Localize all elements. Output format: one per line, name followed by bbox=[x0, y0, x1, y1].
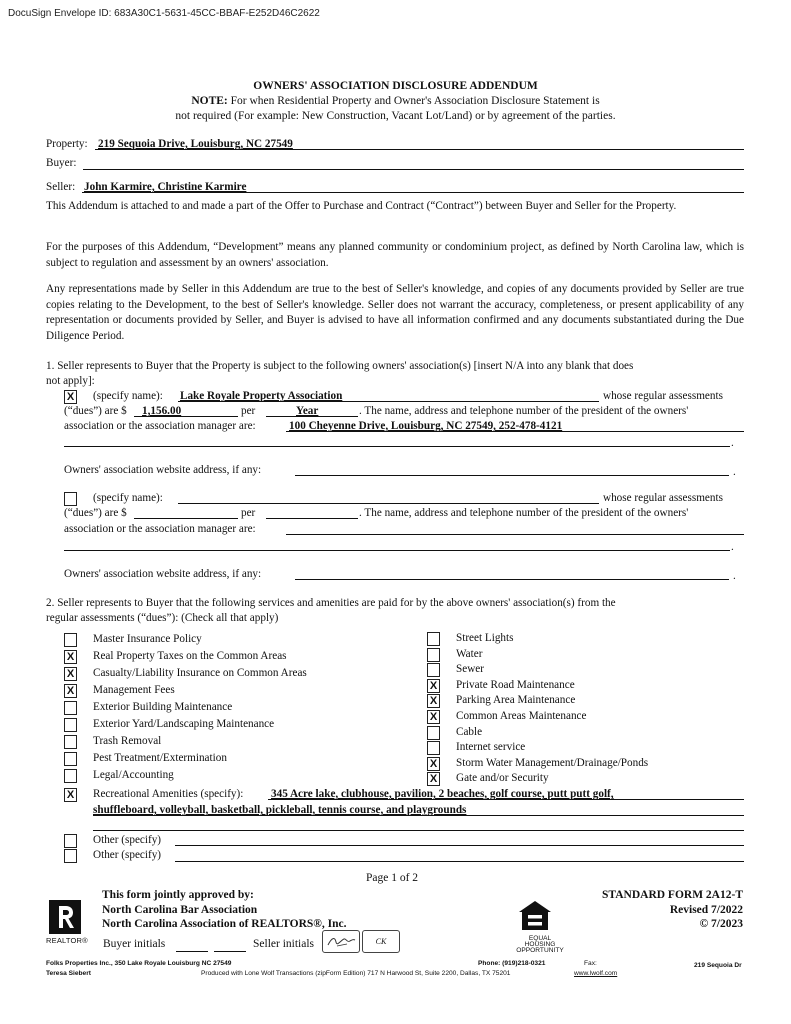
service-label: Parking Area Maintenance bbox=[456, 694, 576, 707]
section2-line1: 2. Seller represents to Buyer that the following services and amenities are paid for by the above owners' association(s) from the bbox=[46, 597, 616, 609]
service-checkbox[interactable] bbox=[427, 648, 440, 662]
service-checkbox[interactable] bbox=[64, 752, 77, 766]
service-label: Gate and/or Security bbox=[456, 772, 549, 785]
assoc2-name-field[interactable] bbox=[178, 503, 599, 504]
service-label: Legal/Accounting bbox=[93, 769, 174, 781]
note-line-1 bbox=[0, 95, 791, 107]
service-checkbox[interactable] bbox=[427, 726, 440, 740]
service-checkbox[interactable] bbox=[64, 701, 77, 715]
note-text-1: For when Residential Property and Owner's Association Disclosure Statement is bbox=[230, 95, 600, 107]
service-label: Internet service bbox=[456, 741, 526, 754]
service-checkbox[interactable]: X bbox=[64, 684, 77, 698]
recreational-label: Recreational Amenities (specify): bbox=[93, 788, 244, 800]
service-checkbox[interactable]: X bbox=[64, 650, 77, 664]
assoc2-president-text: . The name, address and telephone number of the president of the owners' bbox=[359, 507, 689, 519]
property-value[interactable]: 219 Sequoia Drive, Louisburg, NC 27549 bbox=[98, 138, 293, 150]
equal-housing-text: EQUAL HOUSING OPPORTUNITY bbox=[516, 935, 564, 954]
service-checkbox[interactable] bbox=[427, 741, 440, 755]
service-label: Trash Removal bbox=[93, 735, 162, 747]
envelope-id: DocuSign Envelope ID: 683A30C1-5631-45CC-BBAF-E252D46C2622 bbox=[8, 8, 320, 19]
para-addendum: This Addendum is attached to and made a part of the Offer to Purchase and Contract (“Contract”) between Buyer and Seller for the Property. bbox=[46, 200, 677, 212]
service-label: Casualty/Liability Insurance on Common Areas bbox=[93, 667, 307, 679]
footer-phone: Phone: (919)218-0321 bbox=[478, 960, 546, 967]
assoc2-manager-line2[interactable] bbox=[64, 550, 730, 551]
buyer-initials-field-1[interactable] bbox=[176, 951, 208, 952]
buyer-label: Buyer: bbox=[46, 157, 77, 169]
assoc1-manager-value[interactable]: 100 Cheyenne Drive, Louisburg, NC 27549, 252-478-4121 bbox=[289, 420, 563, 432]
recreational-checkbox[interactable]: X bbox=[64, 788, 77, 802]
service-checkbox[interactable] bbox=[427, 632, 440, 646]
service-label: Storm Water Management/Drainage/Ponds bbox=[456, 756, 649, 769]
assoc2-manager-label: association or the association manager are: bbox=[64, 523, 256, 535]
service-label: Water bbox=[456, 647, 483, 660]
service-label: Street Lights bbox=[456, 632, 514, 644]
initials-signature-icon bbox=[323, 931, 359, 952]
property-label: Property: bbox=[46, 138, 88, 150]
period: . bbox=[733, 570, 736, 582]
service-checkbox[interactable] bbox=[64, 633, 77, 647]
footer-produced: Produced with Lone Wolf Transactions (zipForm Edition) 717 N Harwood St, Suite 2200, Dallas, TX 75201 bbox=[201, 970, 511, 977]
page-title: OWNERS' ASSOCIATION DISCLOSURE ADDENDUM bbox=[253, 80, 538, 92]
assoc1-website-field[interactable] bbox=[295, 475, 729, 476]
other1-field[interactable] bbox=[175, 845, 744, 846]
service-label: Real Property Taxes on the Common Areas bbox=[93, 650, 287, 662]
service-label: Exterior Yard/Landscaping Maintenance bbox=[93, 718, 275, 730]
approver-bar: North Carolina Bar Association bbox=[102, 904, 258, 916]
assoc1-per-label: per bbox=[241, 405, 256, 417]
footer-fax: Fax: bbox=[584, 960, 597, 967]
footer-link[interactable]: www.lwolf.com bbox=[574, 970, 618, 977]
seller-value[interactable]: John Karmire, Christine Karmire bbox=[84, 181, 247, 193]
assoc1-dues-label: (“dues”) are $ bbox=[64, 405, 127, 417]
assoc2-specify-label: (specify name): bbox=[93, 492, 163, 504]
section1-line1: 1. Seller represents to Buyer that the Property is subject to the following owners' association(s) [insert N/A into any blank that does bbox=[46, 360, 634, 372]
form-name: STANDARD FORM 2A12-T bbox=[602, 889, 743, 901]
assoc2-website-field[interactable] bbox=[295, 579, 729, 580]
seller-initials-box-1[interactable] bbox=[322, 930, 360, 953]
service-checkbox[interactable]: X bbox=[427, 679, 440, 693]
service-checkbox[interactable]: X bbox=[64, 667, 77, 681]
footer-address: 219 Sequoia Dr bbox=[694, 962, 742, 969]
assoc1-specify-label: (specify name): bbox=[93, 390, 163, 402]
realtor-logo-text: REALTOR® bbox=[46, 936, 88, 945]
footer-agent: Teresa Siebert bbox=[46, 970, 91, 977]
section2-line2: regular assessments (“dues”): (Check all that apply) bbox=[46, 612, 279, 624]
service-checkbox[interactable]: X bbox=[427, 772, 440, 786]
service-checkbox[interactable]: X bbox=[427, 757, 440, 771]
service-label: Management Fees bbox=[93, 684, 175, 696]
other2-field[interactable] bbox=[175, 861, 744, 862]
service-label: Exterior Building Maintenance bbox=[93, 701, 233, 713]
approver-realtors: North Carolina Association of REALTORS®, Inc. bbox=[102, 918, 347, 930]
other2-checkbox[interactable] bbox=[64, 849, 77, 863]
note-line-2: not required (For example: New Construction, Vacant Lot/Land) or by agreement of the parties. bbox=[175, 110, 616, 122]
service-label: Common Areas Maintenance bbox=[456, 710, 587, 722]
seller-initials-box-2[interactable]: CK bbox=[362, 930, 400, 953]
realtor-logo-icon bbox=[49, 900, 81, 934]
assoc2-website-label: Owners' association website address, if any: bbox=[64, 568, 262, 580]
form-revised: Revised 7/2022 bbox=[669, 904, 743, 916]
service-checkbox[interactable] bbox=[64, 769, 77, 783]
assoc1-manager-label: association or the association manager are: bbox=[64, 420, 256, 432]
buyer-initials-field-2[interactable] bbox=[214, 951, 246, 952]
footer-company: Folks Properties Inc., 350 Lake Royale Louisburg NC 27549 bbox=[46, 960, 232, 967]
assoc2-checkbox[interactable] bbox=[64, 492, 77, 506]
other1-checkbox[interactable] bbox=[64, 834, 77, 848]
assoc2-per-field[interactable] bbox=[266, 518, 358, 519]
assoc1-president-text: . The name, address and telephone number of the president of the owners' bbox=[359, 405, 689, 417]
approved-label: This form jointly approved by: bbox=[102, 889, 254, 901]
assoc2-dues-field[interactable] bbox=[134, 518, 238, 519]
assoc2-manager-field[interactable] bbox=[286, 534, 744, 535]
equal-housing-icon bbox=[517, 898, 553, 939]
other1-label: Other (specify) bbox=[93, 834, 162, 846]
form-copyright: © 7/2023 bbox=[699, 918, 743, 930]
section1-line2: not apply]: bbox=[46, 375, 95, 387]
assoc1-whose: whose regular assessments bbox=[603, 390, 723, 402]
service-checkbox[interactable] bbox=[64, 735, 77, 749]
assoc2-per-label: per bbox=[241, 507, 256, 519]
para-development: For the purposes of this Addendum, “Development” means any planned community or condominium project, as defined by North Carolina law, which is subject to regulation and assessment by an owners' association. bbox=[46, 241, 744, 269]
period: . bbox=[733, 466, 736, 478]
service-checkbox[interactable] bbox=[427, 663, 440, 677]
recreational-value-1[interactable]: 345 Acre lake, clubhouse, pavilion, 2 beaches, golf course, putt putt golf, bbox=[271, 788, 614, 800]
service-label: Pest Treatment/Extermination bbox=[93, 752, 227, 764]
buyer-field[interactable] bbox=[83, 169, 744, 170]
buyer-initials-label: Buyer initials bbox=[103, 938, 166, 950]
service-checkbox[interactable]: X bbox=[427, 710, 440, 724]
recreational-line-3[interactable] bbox=[93, 830, 744, 831]
period: . bbox=[731, 541, 734, 553]
para-representations: Any representations made by Seller in this Addendum are true to the best of Seller's knowledge, and copies of any documents provided by Seller are true copies relating to the Development, to the best of Seller's knowledge. Seller does not warrant the accuracy, completeness, or present applicability of any representation or documents provided by Seller, and Buyer is advised to have all information confirmed and any documents substantiated during the Due Diligence Period. bbox=[46, 283, 744, 342]
assoc1-name[interactable]: Lake Royale Property Association bbox=[180, 390, 343, 402]
assoc1-manager-line2[interactable] bbox=[64, 446, 730, 447]
assoc1-per-value[interactable]: Year bbox=[296, 405, 319, 417]
recreational-value-2[interactable]: shuffleboard, volleyball, basketball, pickleball, tennis course, and playgrounds bbox=[93, 804, 467, 816]
service-label: Master Insurance Policy bbox=[93, 633, 202, 645]
service-checkbox[interactable] bbox=[64, 718, 77, 732]
service-label: Private Road Maintenance bbox=[456, 678, 575, 691]
assoc2-whose: whose regular assessments bbox=[603, 492, 723, 504]
seller-label: Seller: bbox=[46, 181, 76, 193]
assoc2-dues-label: (“dues”) are $ bbox=[64, 507, 127, 519]
service-checkbox[interactable]: X bbox=[427, 694, 440, 708]
assoc1-website-label: Owners' association website address, if any: bbox=[64, 464, 262, 476]
seller-initials-label: Seller initials bbox=[253, 938, 315, 950]
other2-label: Other (specify) bbox=[93, 849, 162, 861]
service-label: Sewer bbox=[456, 663, 484, 676]
page-number: Page 1 of 2 bbox=[366, 872, 419, 884]
note-label: NOTE: bbox=[191, 95, 228, 107]
assoc1-checkbox[interactable]: X bbox=[64, 390, 77, 404]
assoc1-dues-amount[interactable]: 1,156.00 bbox=[142, 405, 182, 417]
service-label: Cable bbox=[456, 725, 483, 738]
period: . bbox=[731, 437, 734, 449]
